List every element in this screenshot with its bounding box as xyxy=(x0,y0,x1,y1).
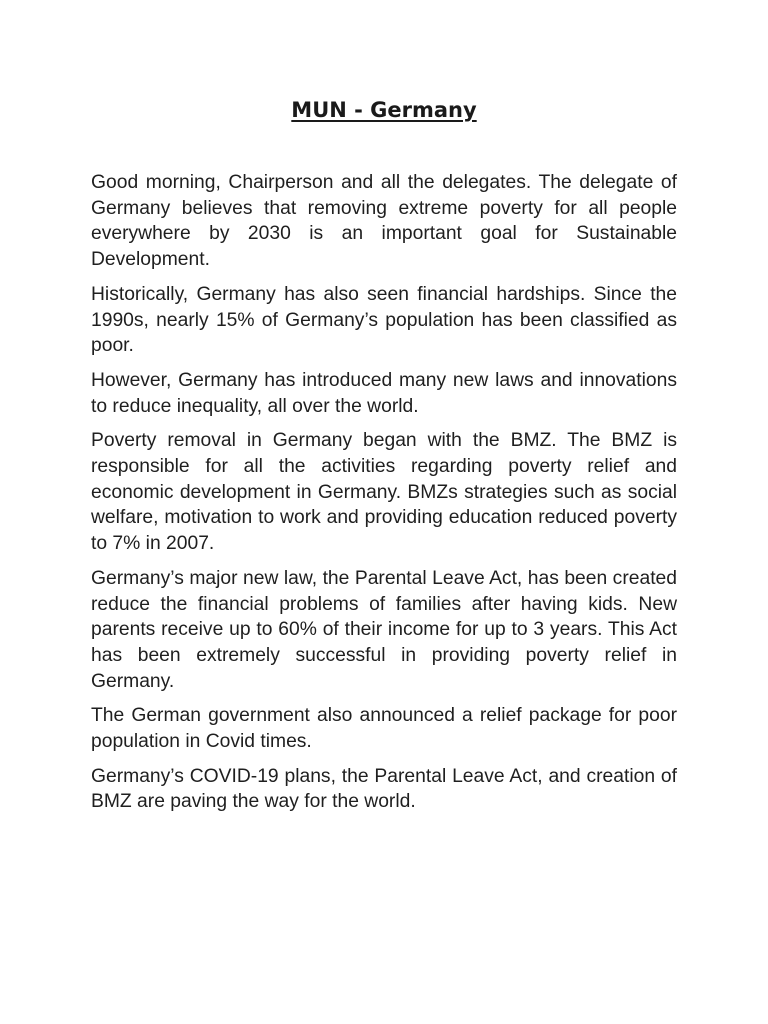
document-title: MUN - Germany xyxy=(291,98,477,122)
paragraph-bmz: Poverty removal in Germany began with the BMZ. The BMZ is responsible for all the activities regarding poverty relief and economic development in Germany. BMZs strategies such as social welfare, motivation to work and providing education reduced poverty to 7% in 2007. xyxy=(91,430,677,555)
paragraph-covid-relief: The German government also announced a relief package for poor population in Covid times. xyxy=(91,705,677,753)
paragraph-greeting: Good morning, Chairperson and all the delegates. The delegate of Germany believes that removing extreme poverty for all people everywhere by 2030 is an important goal for Sustainable Development. xyxy=(91,172,677,271)
document-body xyxy=(91,170,677,815)
paragraph-history: Historically, Germany has also seen financial hardships. Since the 1990s, nearly 15% of Germany’s population has been classified as poor. xyxy=(91,283,677,357)
document-page xyxy=(91,94,677,824)
paragraph-parental-leave-act: Germany’s major new law, the Parental Leave Act, has been created reduce the financial problems of families after having kids. New parents receive up to 60% of their income for up to 3 years. This Act has been extremely successful in providing poverty relief in Germany. xyxy=(91,567,677,692)
paragraph-conclusion: Germany’s COVID-19 plans, the Parental Leave Act, and creation of BMZ are paving the way for the world. xyxy=(91,765,677,813)
paragraph-new-laws: However, Germany has introduced many new laws and innovations to reduce inequality, all over the world. xyxy=(91,369,677,417)
